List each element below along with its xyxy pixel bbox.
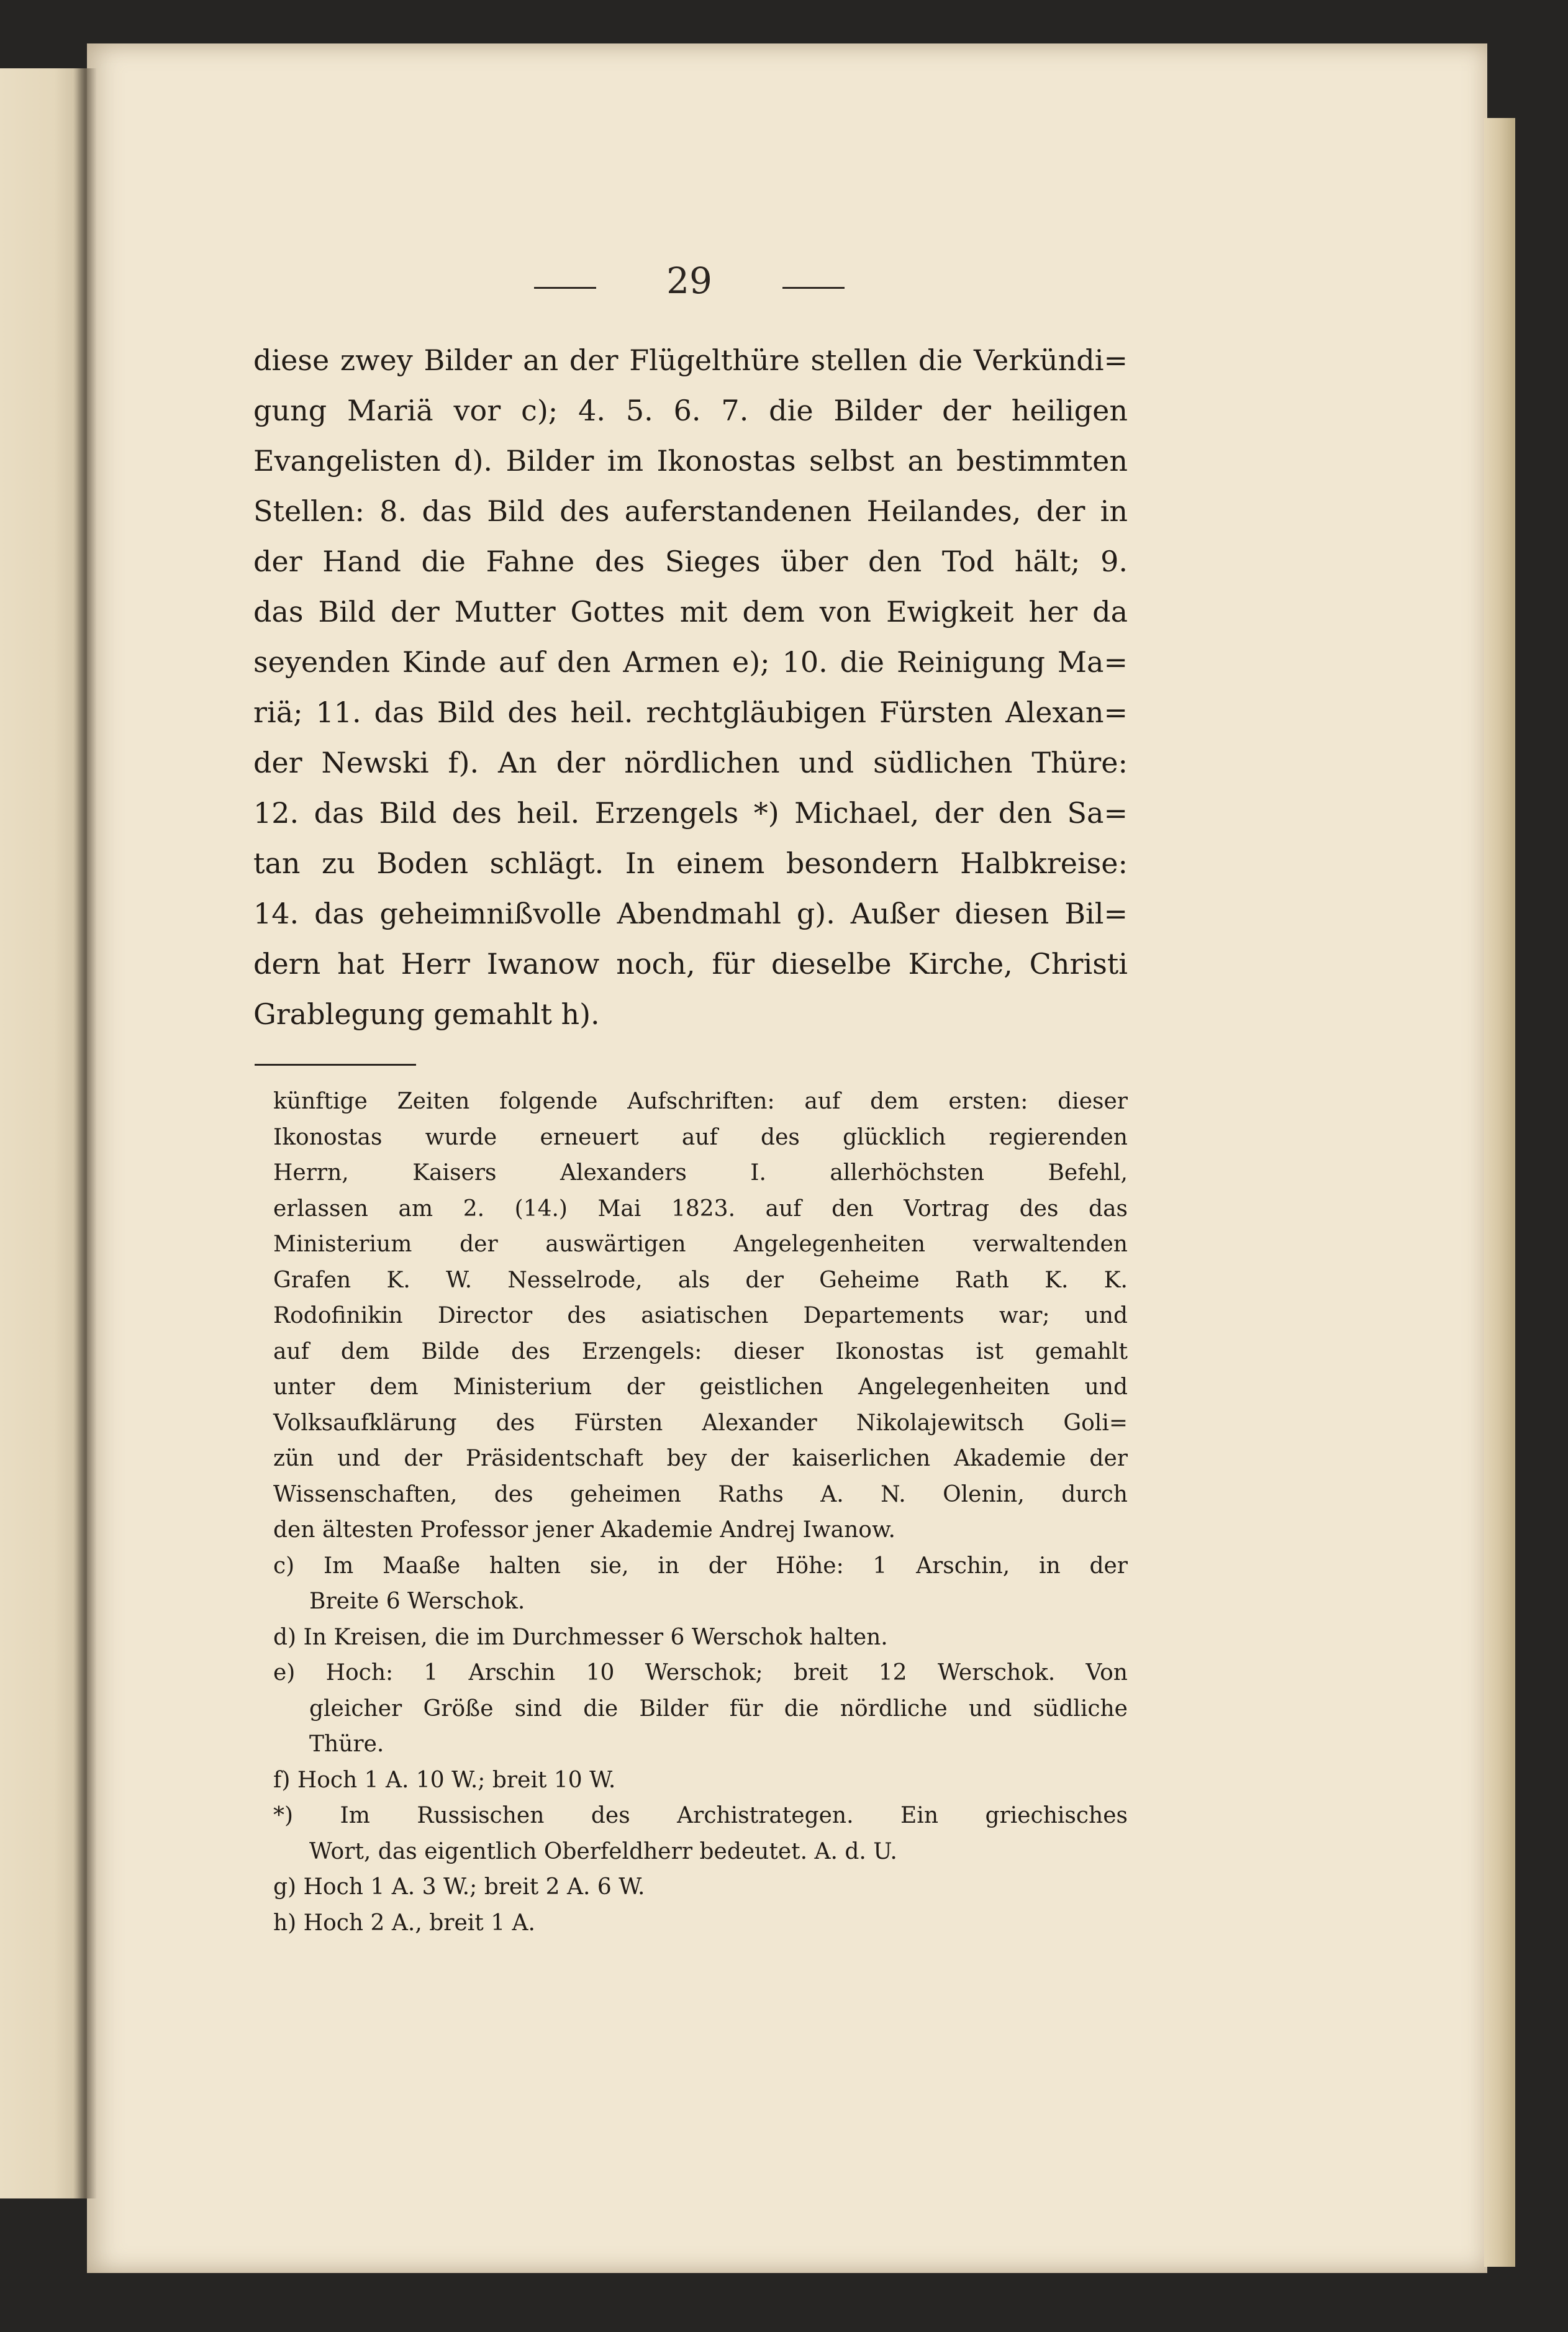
- page-edges: [1484, 118, 1515, 2267]
- header-rule-left: [534, 287, 596, 289]
- text-line: tan zu Boden schlägt. In einem besondern Halbkreise:: [253, 846, 1128, 880]
- footnote-line: unter dem Ministerium der geistlichen Angelegenheiten und: [273, 1374, 1128, 1400]
- footnote-line: h) Hoch 2 A., breit 1 A.: [273, 1910, 535, 1936]
- footnote-line: Rodofinikin Director des asiatischen Departements war; und: [273, 1303, 1128, 1328]
- text-line: riä; 11. das Bild des heil. rechtgläubigen Fürsten Alexan=: [253, 696, 1128, 729]
- footnote-line: erlassen am 2. (14.) Mai 1823. auf den Vortrag des das: [273, 1195, 1128, 1222]
- text-line: seyenden Kinde auf den Armen e); 10. die Reinigung Ma=: [253, 645, 1128, 679]
- book-gutter: [73, 68, 97, 2198]
- text-line: diese zwey Bilder an der Flügelthüre stellen die Verkündi=: [253, 343, 1128, 377]
- footnote-line: den ältesten Professor jener Akademie Andrej Iwanow.: [273, 1517, 895, 1543]
- footnote-line: Wissenschaften, des geheimen Raths A. N. Olenin, durch: [273, 1481, 1128, 1507]
- header-rule-right: [782, 287, 845, 289]
- footnote-line: g) Hoch 1 A. 3 W.; breit 2 A. 6 W.: [273, 1874, 645, 1900]
- footnote-line: Thüre.: [309, 1731, 384, 1757]
- footnote-line: gleicher Größe sind die Bilder für die nördliche und südliche: [309, 1695, 1128, 1722]
- footnote-line: Breite 6 Werschok.: [309, 1589, 525, 1614]
- text-line: Evangelisten d). Bilder im Ikonostas selbst an bestimmten: [253, 444, 1128, 478]
- footnote-line: Herrn, Kaisers Alexanders I. allerhöchsten Befehl,: [273, 1160, 1128, 1186]
- text-line: das Bild der Mutter Gottes mit dem von Ewigkeit her da: [253, 595, 1128, 628]
- footnote-line: c) Im Maaße halten sie, in der Höhe: 1 Arschin, in der: [273, 1553, 1128, 1579]
- text-line: Stellen: 8. das Bild des auferstandenen Heilandes, der in: [253, 494, 1128, 528]
- text-line: gung Mariä vor c); 4. 5. 6. 7. die Bilder der heiligen: [253, 394, 1128, 427]
- main-text: [253, 335, 1128, 1040]
- page-number: 29: [666, 260, 712, 302]
- text-line: der Newski f). An der nördlichen und südlichen Thüre:: [253, 746, 1128, 779]
- footnote-line: d) In Kreisen, die im Durchmesser 6 Werschok halten.: [273, 1624, 888, 1650]
- footnote-line: e) Hoch: 1 Arschin 10 Werschok; breit 12 Werschok. Von: [273, 1660, 1128, 1685]
- footnote-line: zün und der Präsidentschaft bey der kaiserlichen Akademie der: [273, 1446, 1128, 1471]
- text-line: 14. das geheimnißvolle Abendmahl g). Außer diesen Bil=: [253, 897, 1128, 930]
- footnote-separator: [255, 1064, 416, 1066]
- footnote-line: f) Hoch 1 A. 10 W.; breit 10 W.: [273, 1767, 616, 1793]
- text-line: der Hand die Fahne des Sieges über den Tod hält; 9.: [253, 545, 1128, 578]
- footnote-line: Ikonostas wurde erneuert auf des glücklich regierenden: [273, 1124, 1128, 1150]
- footnote-line: künftige Zeiten folgende Aufschriften: auf dem ersten: dieser: [273, 1089, 1128, 1114]
- footnote-line: Grafen K. W. Nesselrode, als der Geheime Rath K. K.: [273, 1267, 1128, 1293]
- footnote-line: Wort, das eigentlich Oberfeldherr bedeutet. A. d. U.: [309, 1838, 897, 1864]
- footnote-line: Ministerium der auswärtigen Angelegenheiten verwaltenden: [273, 1232, 1128, 1257]
- footnote-line: *) Im Russischen des Archistrategen. Ein griechisches: [273, 1803, 1128, 1828]
- text-line: Grablegung gemahlt h).: [253, 997, 600, 1031]
- page-header: [534, 260, 857, 315]
- footnote-line: Volksaufklärung des Fürsten Alexander Nikolajewitsch Goli=: [273, 1410, 1128, 1436]
- footnotes: [273, 1084, 1128, 1941]
- text-line: dern hat Herr Iwanow noch, für dieselbe Kirche, Christi: [253, 947, 1128, 981]
- footnote-line: auf dem Bilde des Erzengels: dieser Ikonostas ist gemahlt: [273, 1338, 1128, 1364]
- text-line: 12. das Bild des heil. Erzengels *) Michael, der den Sa=: [253, 796, 1128, 830]
